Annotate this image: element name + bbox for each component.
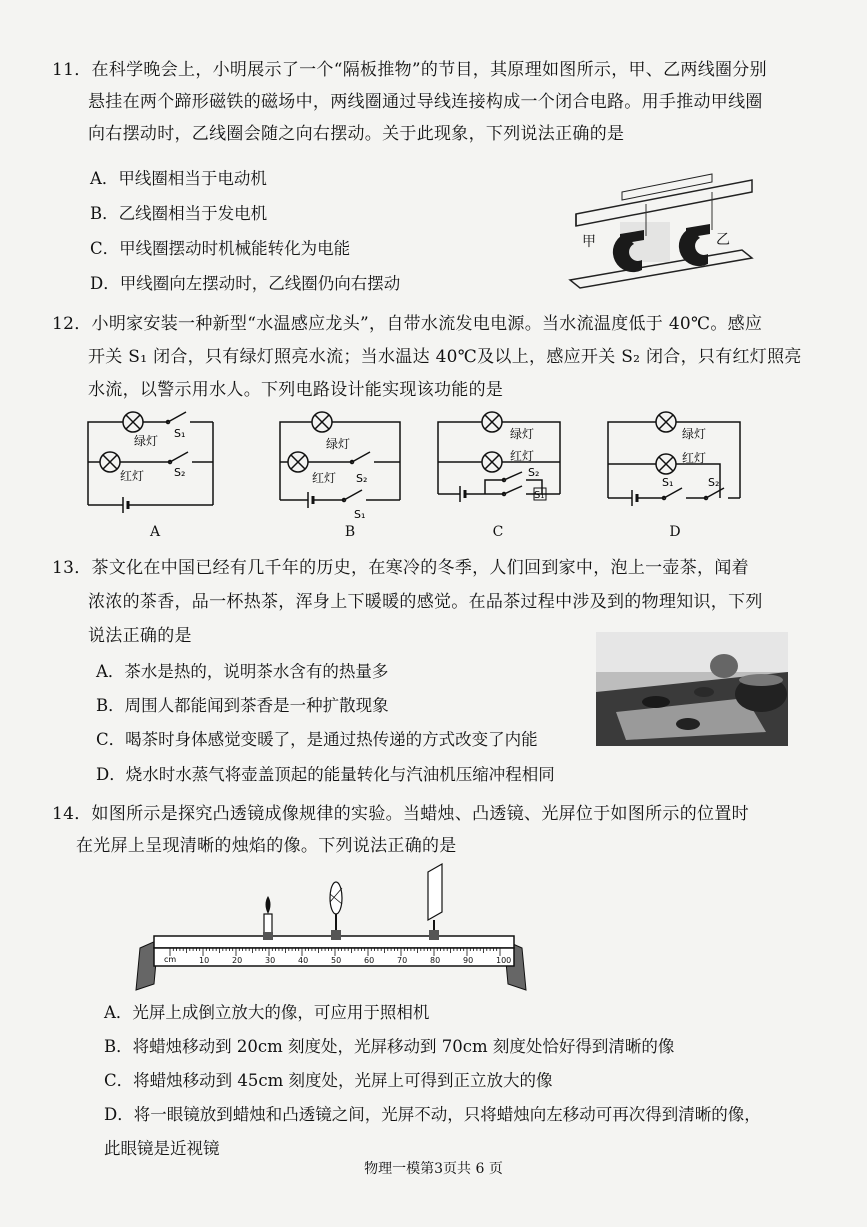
circuit-d-green-label: 绿灯 — [682, 427, 707, 441]
q14-option-a: A．光屏上成倒立放大的像，可应用于照相机 — [104, 1003, 430, 1022]
circuit-a-caption: A — [149, 524, 161, 540]
circuit-b-red-label: 红灯 — [312, 471, 337, 485]
q11-option-d: D．甲线圈向左摆动时，乙线圈仍向右摆动 — [90, 274, 401, 293]
ruler-tick-label: 50 — [331, 956, 342, 965]
circuit-a-green-label: 绿灯 — [134, 434, 159, 448]
circuit-c-green-label: 绿灯 — [510, 427, 535, 441]
circuit-b-s1-label: S₁ — [354, 508, 366, 521]
q11-label-jia: 甲 — [582, 234, 596, 250]
q13-option-d: D．烧水时水蒸气将壶盖顶起的能量转化与汽油机压缩冲程相同 — [96, 765, 555, 784]
q13-line-3: 说法正确的是 — [88, 626, 192, 646]
circuit-c-s2-label: S₂ — [528, 466, 540, 479]
q12-line-2: 开关 S₁ 闭合，只有绿灯照亮水流；当水温达 40℃及以上，感应开关 S₂ 闭合，只有红灯照亮 — [88, 347, 802, 367]
q12-line-1: 12．小明家安装一种新型“水温感应龙头”，自带水流发电电源。当水流温度低于 40℃。感应 — [52, 314, 763, 334]
circuit-c — [430, 404, 570, 519]
circuit-d — [600, 406, 750, 521]
q11-label-yi: 乙 — [716, 232, 730, 248]
circuit-d-s1-label: S₁ — [662, 476, 674, 489]
ruler-tick-label: 90 — [463, 956, 474, 965]
q12-line-3: 水流，以警示用水人。下列电路设计能实现该功能的是 — [88, 380, 504, 400]
q13-option-b: B．周围人都能闻到茶香是一种扩散现象 — [96, 696, 389, 715]
ruler-tick-label: 80 — [430, 956, 441, 965]
circuit-b-caption: B — [344, 524, 356, 540]
q13-line-2: 浓浓的茶香，品一杯热茶，浑身上下暖暖的感觉。在品茶过程中涉及到的物理知识，下列 — [88, 592, 763, 612]
page-footer: 物理一模第3页共 6 页 — [364, 1161, 503, 1177]
q11-figure-magnets — [562, 162, 762, 302]
q14-line-1: 14．如图所示是探究凸透镜成像规律的实验。当蜡烛、凸透镜、光屏位于如图所示的位置时 — [52, 804, 749, 824]
ruler-tick-label: 30 — [265, 956, 276, 965]
q14-line-2: 在光屏上呈现清晰的烛焰的像。下列说法正确的是 — [76, 836, 457, 856]
q14-option-d-cont: 此眼镜是近视镜 — [104, 1139, 220, 1158]
q11-option-a: A．甲线圈相当于电动机 — [90, 169, 267, 188]
q13-option-a: A．茶水是热的，说明茶水含有的热量多 — [96, 662, 389, 681]
circuit-a-s2-label: S₂ — [174, 466, 186, 479]
circuit-d-caption: D — [669, 524, 681, 540]
ruler-unit-label: cm — [164, 955, 177, 964]
circuit-a-red-label: 红灯 — [120, 469, 145, 483]
q11-line-2: 悬挂在两个蹄形磁铁的磁场中，两线圈通过导线连接构成一个闭合电路。用手推动甲线圈 — [88, 92, 763, 112]
circuit-a — [78, 400, 223, 515]
circuit-b-green-label: 绿灯 — [326, 437, 351, 451]
ruler-tick-label: 20 — [232, 956, 243, 965]
q14-optical-bench — [130, 860, 550, 992]
convex-lens — [330, 882, 342, 940]
light-screen — [428, 864, 442, 940]
circuit-d-s2-label: S₂ — [708, 476, 720, 489]
q11-option-b: B．乙线圈相当于发电机 — [90, 204, 268, 223]
ruler-tick-label: 40 — [298, 956, 309, 965]
circuit-b — [270, 410, 410, 525]
q13-tea-photo — [596, 632, 788, 746]
ruler-tick-label: 60 — [364, 956, 375, 965]
q11-line-1: 11．在科学晚会上，小明展示了一个“隔板推物”的节目，其原理如图所示，甲、乙两线圈分别 — [52, 60, 767, 80]
ruler-tick-label: 70 — [397, 956, 408, 965]
q14-option-d: D．将一眼镜放到蜡烛和凸透镜之间，光屏不动，只将蜡烛向左移动可再次得到清晰的像， — [104, 1105, 761, 1124]
circuit-d-red-label: 红灯 — [682, 451, 707, 465]
candle — [263, 896, 273, 940]
q11-option-c: C．甲线圈摆动时机械能转化为电能 — [90, 239, 351, 258]
circuit-c-s1-label: S₁ — [534, 490, 545, 501]
q14-option-b: B．将蜡烛移动到 20cm 刻度处，光屏移动到 70cm 刻度处恰好得到清晰的像 — [104, 1037, 675, 1056]
ruler-tick-label: 100 — [496, 956, 512, 965]
q13-line-1: 13．茶文化在中国已经有几千年的历史，在寒冷的冬季，人们回到家中，泡上一壶茶，闻着 — [52, 558, 749, 578]
circuit-b-s2-label: S₂ — [356, 472, 368, 485]
circuit-a-s1-label: S₁ — [174, 427, 186, 440]
q11-line-3: 向右摆动时，乙线圈会随之向右摆动。关于此现象，下列说法正确的是 — [88, 124, 625, 144]
circuit-c-red-label: 红灯 — [510, 449, 535, 463]
circuit-c-caption: C — [492, 524, 504, 540]
q13-option-c: C．喝茶时身体感觉变暖了，是通过热传递的方式改变了内能 — [96, 730, 538, 749]
q14-option-c: C．将蜡烛移动到 45cm 刻度处，光屏上可得到正立放大的像 — [104, 1071, 553, 1090]
ruler-tick-label: 10 — [199, 956, 210, 965]
